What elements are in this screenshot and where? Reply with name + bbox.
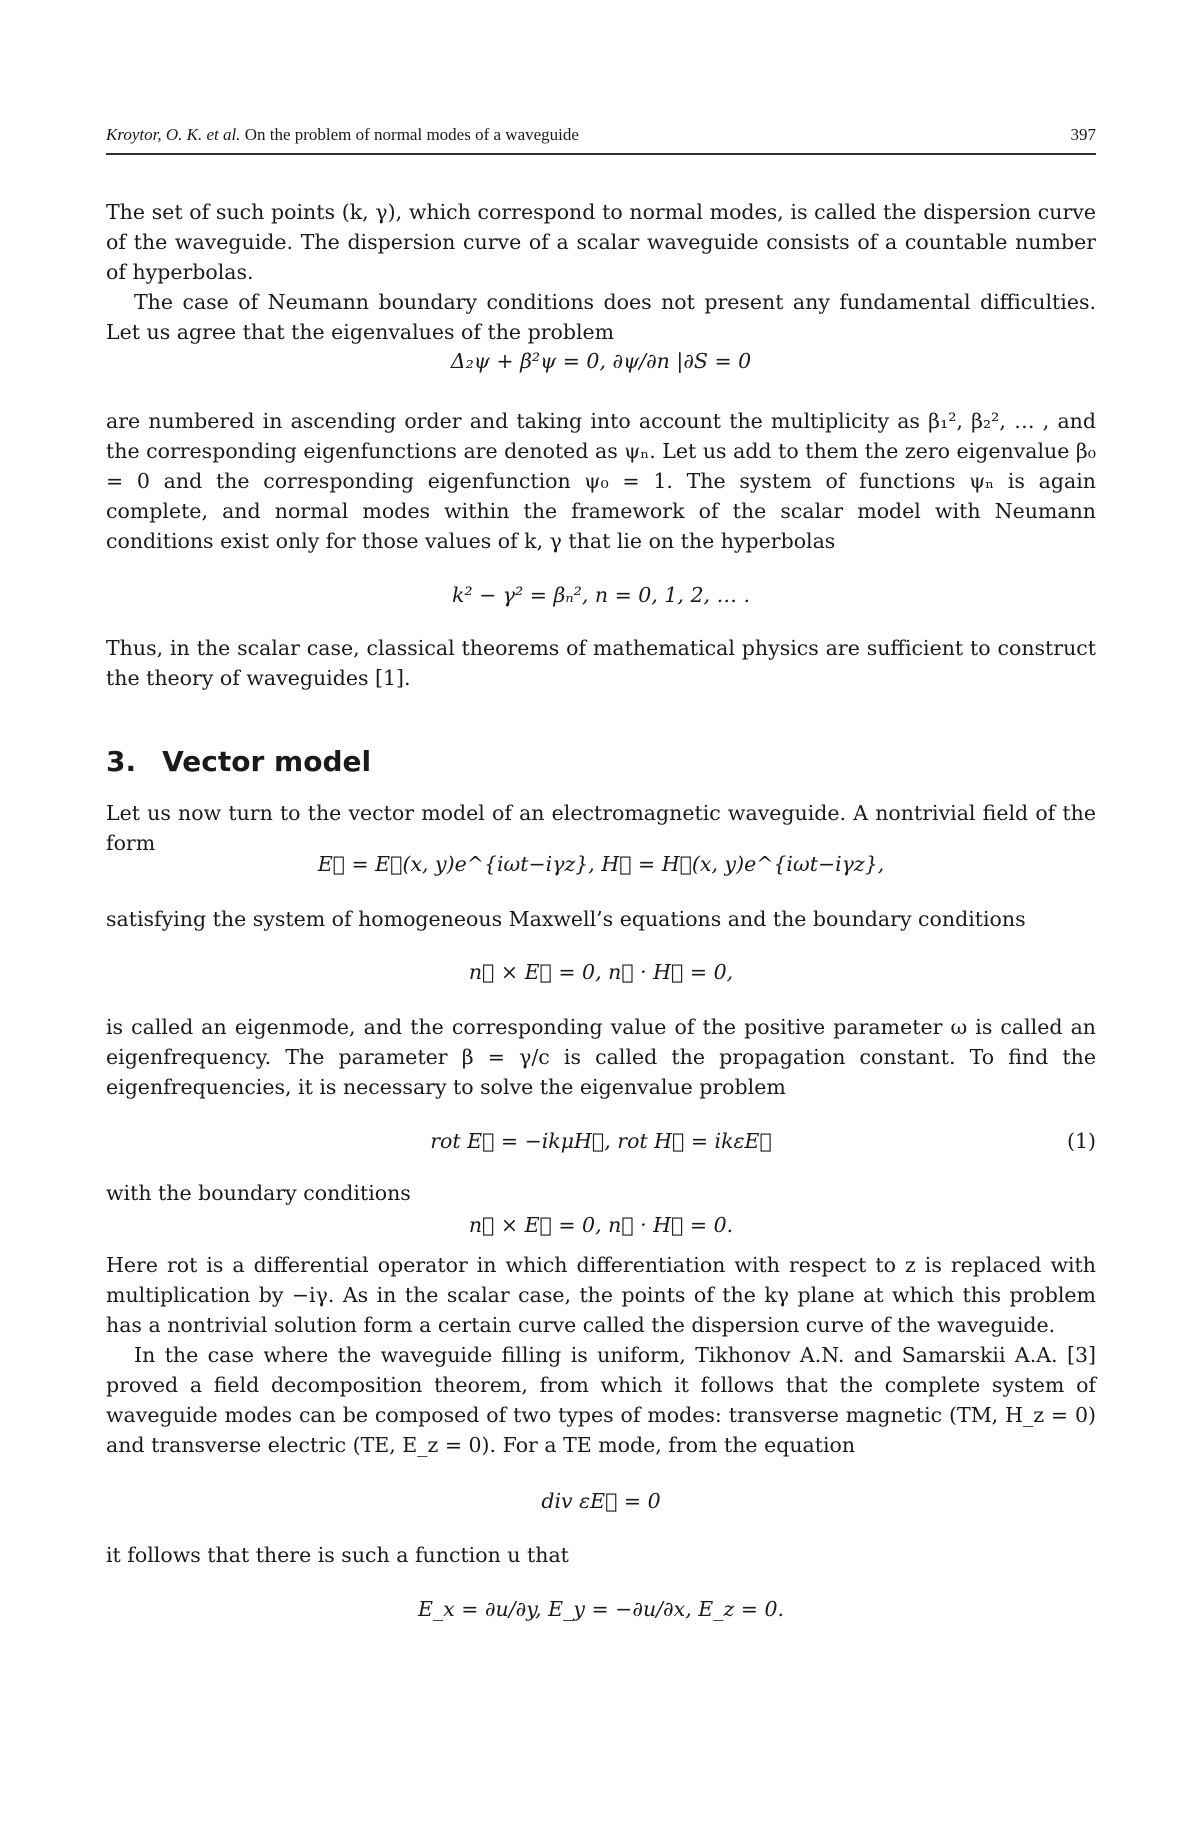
- section-number: 3.: [106, 745, 137, 778]
- paragraph-p2: The case of Neumann boundary conditions does not present any fundamental difficulties. Let us agree that the eigenvalues of the problem: [106, 290, 1096, 344]
- equation-5: [106, 1126, 1096, 1156]
- paragraph-p1: The set of such points (k, γ), which correspond to normal modes, is called the dispersion curve of the waveguide. The dispersion curve of a scalar waveguide consists of a countable number of hyperbolas.: [106, 200, 1096, 284]
- running-head: [106, 123, 1096, 155]
- paragraph-p7: is called an eigenmode, and the corresponding value of the positive parameter ω is called an eigenfrequency. The parameter β = γ/c is called the propagation constant. To find the eigenfrequencies, it is necessary to solve the eigenvalue problem: [106, 1015, 1096, 1099]
- page-number: 397: [1070, 125, 1096, 144]
- paragraph-p6: satisfying the system of homogeneous Maxwell’s equations and the boundary conditions: [106, 907, 1026, 931]
- paragraph: [106, 197, 1096, 347]
- header-authors: Kroytor, O. K. et al.: [106, 125, 241, 144]
- section-heading: [106, 745, 371, 778]
- paragraph-p8: with the boundary conditions: [106, 1181, 411, 1205]
- equation-number: (1): [1066, 1129, 1096, 1153]
- paragraph: [106, 406, 1096, 556]
- paragraph: [106, 1178, 506, 1208]
- equation-2: k² − γ² = βₙ², n = 0, 1, 2, … .: [451, 583, 751, 607]
- section-title: Vector model: [162, 745, 372, 778]
- equation-8: E_x = ∂u/∂y, E_y = −∂u/∂x, E_z = 0.: [417, 1597, 785, 1621]
- paragraph: [106, 1250, 1096, 1460]
- paragraph-p3: are numbered in ascending order and taking into account the multiplicity as β₁², β₂², … , and the corresponding eigenfunctions are denoted as ψₙ. Let us add to them the zero eigenvalue β₀ = 0 and the corresponding eigenfunction ψ₀ = 1. The system of functions ψₙ is again complete, and normal modes within the framework of the scalar model with Neumann conditions exist only for those values of k, γ that lie on the hyperbolas: [106, 409, 1096, 553]
- equation-1: Δ₂ψ + β²ψ = 0, ∂ψ/∂n |∂S = 0: [450, 349, 752, 373]
- equation-3: E⃗ = E⃗(x, y)e^{iωt−iγz}, H⃗ = H⃗(x, y)e^{iωt−iγz},: [317, 852, 885, 876]
- paragraph-p9: Here rot is a differential operator in which differentiation with respect to z is replaced with multiplication by −iγ. As in the scalar case, the points of the kγ plane at which this problem has a nontrivial solution form a certain curve called the dispersion curve of the waveguide.: [106, 1253, 1096, 1337]
- paragraph-p10: In the case where the waveguide filling is uniform, Tikhonov A.N. and Samarskii A.A. [3] proved a field decomposition theorem, from which it follows that the complete system of waveguide modes can be composed of two types of modes: transverse magnetic (TM, H_z = 0) and transverse electric (TE, E_z = 0). For a TE mode, from the equation: [106, 1343, 1096, 1457]
- equation-5-body: rot E⃗ = −ikμH⃗, rot H⃗ = ikεE⃗: [430, 1129, 772, 1153]
- header-title: On the problem of normal modes of a waveguide: [244, 125, 579, 144]
- paragraph-p11: it follows that there is such a function u that: [106, 1543, 569, 1567]
- equation-6: n⃗ × E⃗ = 0, n⃗ · H⃗ = 0.: [468, 1213, 734, 1237]
- paragraph-p5: Let us now turn to the vector model of an electromagnetic waveguide. A nontrivial field of the form: [106, 801, 1096, 855]
- paragraph-p4: Thus, in the scalar case, classical theorems of mathematical physics are sufficient to construct the theory of waveguides [1].: [106, 636, 1096, 690]
- equation-4: n⃗ × E⃗ = 0, n⃗ · H⃗ = 0,: [468, 960, 734, 984]
- paragraph: [106, 1012, 1096, 1102]
- paragraph: [106, 1540, 1096, 1570]
- paragraph: [106, 904, 1096, 934]
- paragraph: [106, 633, 1096, 693]
- equation-7: div εE⃗ = 0: [541, 1489, 661, 1513]
